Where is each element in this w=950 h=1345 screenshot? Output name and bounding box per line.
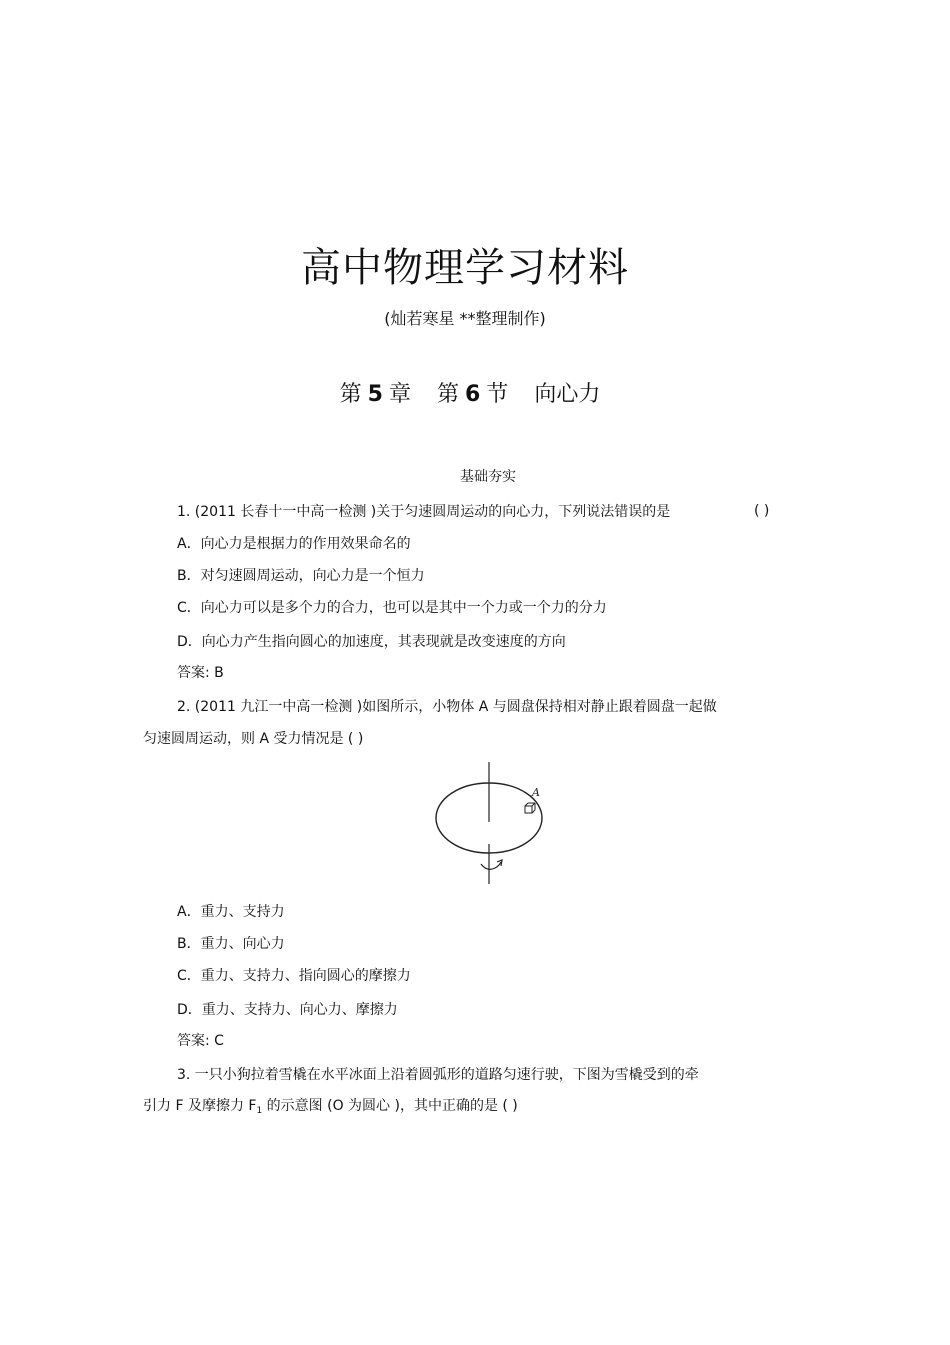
q2-stem-line1: 2. (2011 九江一中高一检测 )如图所示，小物体 A 与圆盘保持相对静止跟着圆盘一起做 <box>177 699 717 715</box>
q1-option-c: C．向心力可以是多个力的合力，也可以是其中一个力或一个力的分力 <box>177 600 607 616</box>
q1-option-a: A．向心力是根据力的作用效果命名的 <box>177 536 411 552</box>
q3-stem-line1: 3. 一只小狗拉着雪橇在水平冰面上沿着圆弧形的道路匀速行驶，下图为雪橇受到的牵 <box>177 1067 699 1083</box>
rotation-arrow-icon <box>481 862 501 869</box>
q2-answer: 答案: C <box>177 1033 224 1049</box>
section-number: 6 <box>465 382 481 407</box>
q1-stem: 1. (2011 长春十一中高一检测 )关于匀速圆周运动的向心力，下列说法错误的是 <box>177 504 671 520</box>
section-title: 基础夯实 <box>460 469 516 485</box>
q2-option-a: A．重力、支持力 <box>177 904 285 920</box>
block-a-label: A <box>532 786 540 799</box>
chapter-prefix: 第 <box>339 382 362 407</box>
document-subtitle: (灿若寒星 **整理制作) <box>384 309 546 328</box>
q3-stem-line2-b: 的示意图 (O 为圆心 )，其中正确的是 ( ) <box>262 1098 518 1114</box>
q2-option-d: D．重力、支持力、向心力、摩擦力 <box>177 1002 398 1018</box>
topic-title: 向心力 <box>534 382 601 407</box>
q3-subscript: 1 <box>256 1106 263 1116</box>
block-a <box>525 803 535 813</box>
q1-option-d: D．向心力产生指向圆心的加速度，其表现就是改变速度的方向 <box>177 634 566 650</box>
section-suffix: 节 <box>486 382 509 407</box>
chapter-suffix: 章 <box>388 382 411 407</box>
q1-answer: 答案: B <box>177 665 224 681</box>
q3-stem-line2 <box>143 1097 518 1120</box>
q2-option-c: C．重力、支持力、指向圆心的摩擦力 <box>177 968 411 984</box>
chapter-heading <box>0 377 940 408</box>
section-prefix: 第 <box>436 382 459 407</box>
q2-option-b: B．重力、向心力 <box>177 936 285 952</box>
rotating-disk-figure <box>425 760 555 886</box>
q2-stem-line2: 匀速圆周运动，则 A 受力情况是 ( ) <box>143 731 364 747</box>
document-title: 高中物理学习材料 <box>301 245 629 291</box>
q1-blank: ( ) <box>754 503 770 519</box>
q3-stem-line2-a: 引力 F 及摩擦力 F <box>143 1098 257 1114</box>
chapter-number: 5 <box>367 382 383 407</box>
q1-option-b: B．对匀速圆周运动，向心力是一个恒力 <box>177 568 425 584</box>
